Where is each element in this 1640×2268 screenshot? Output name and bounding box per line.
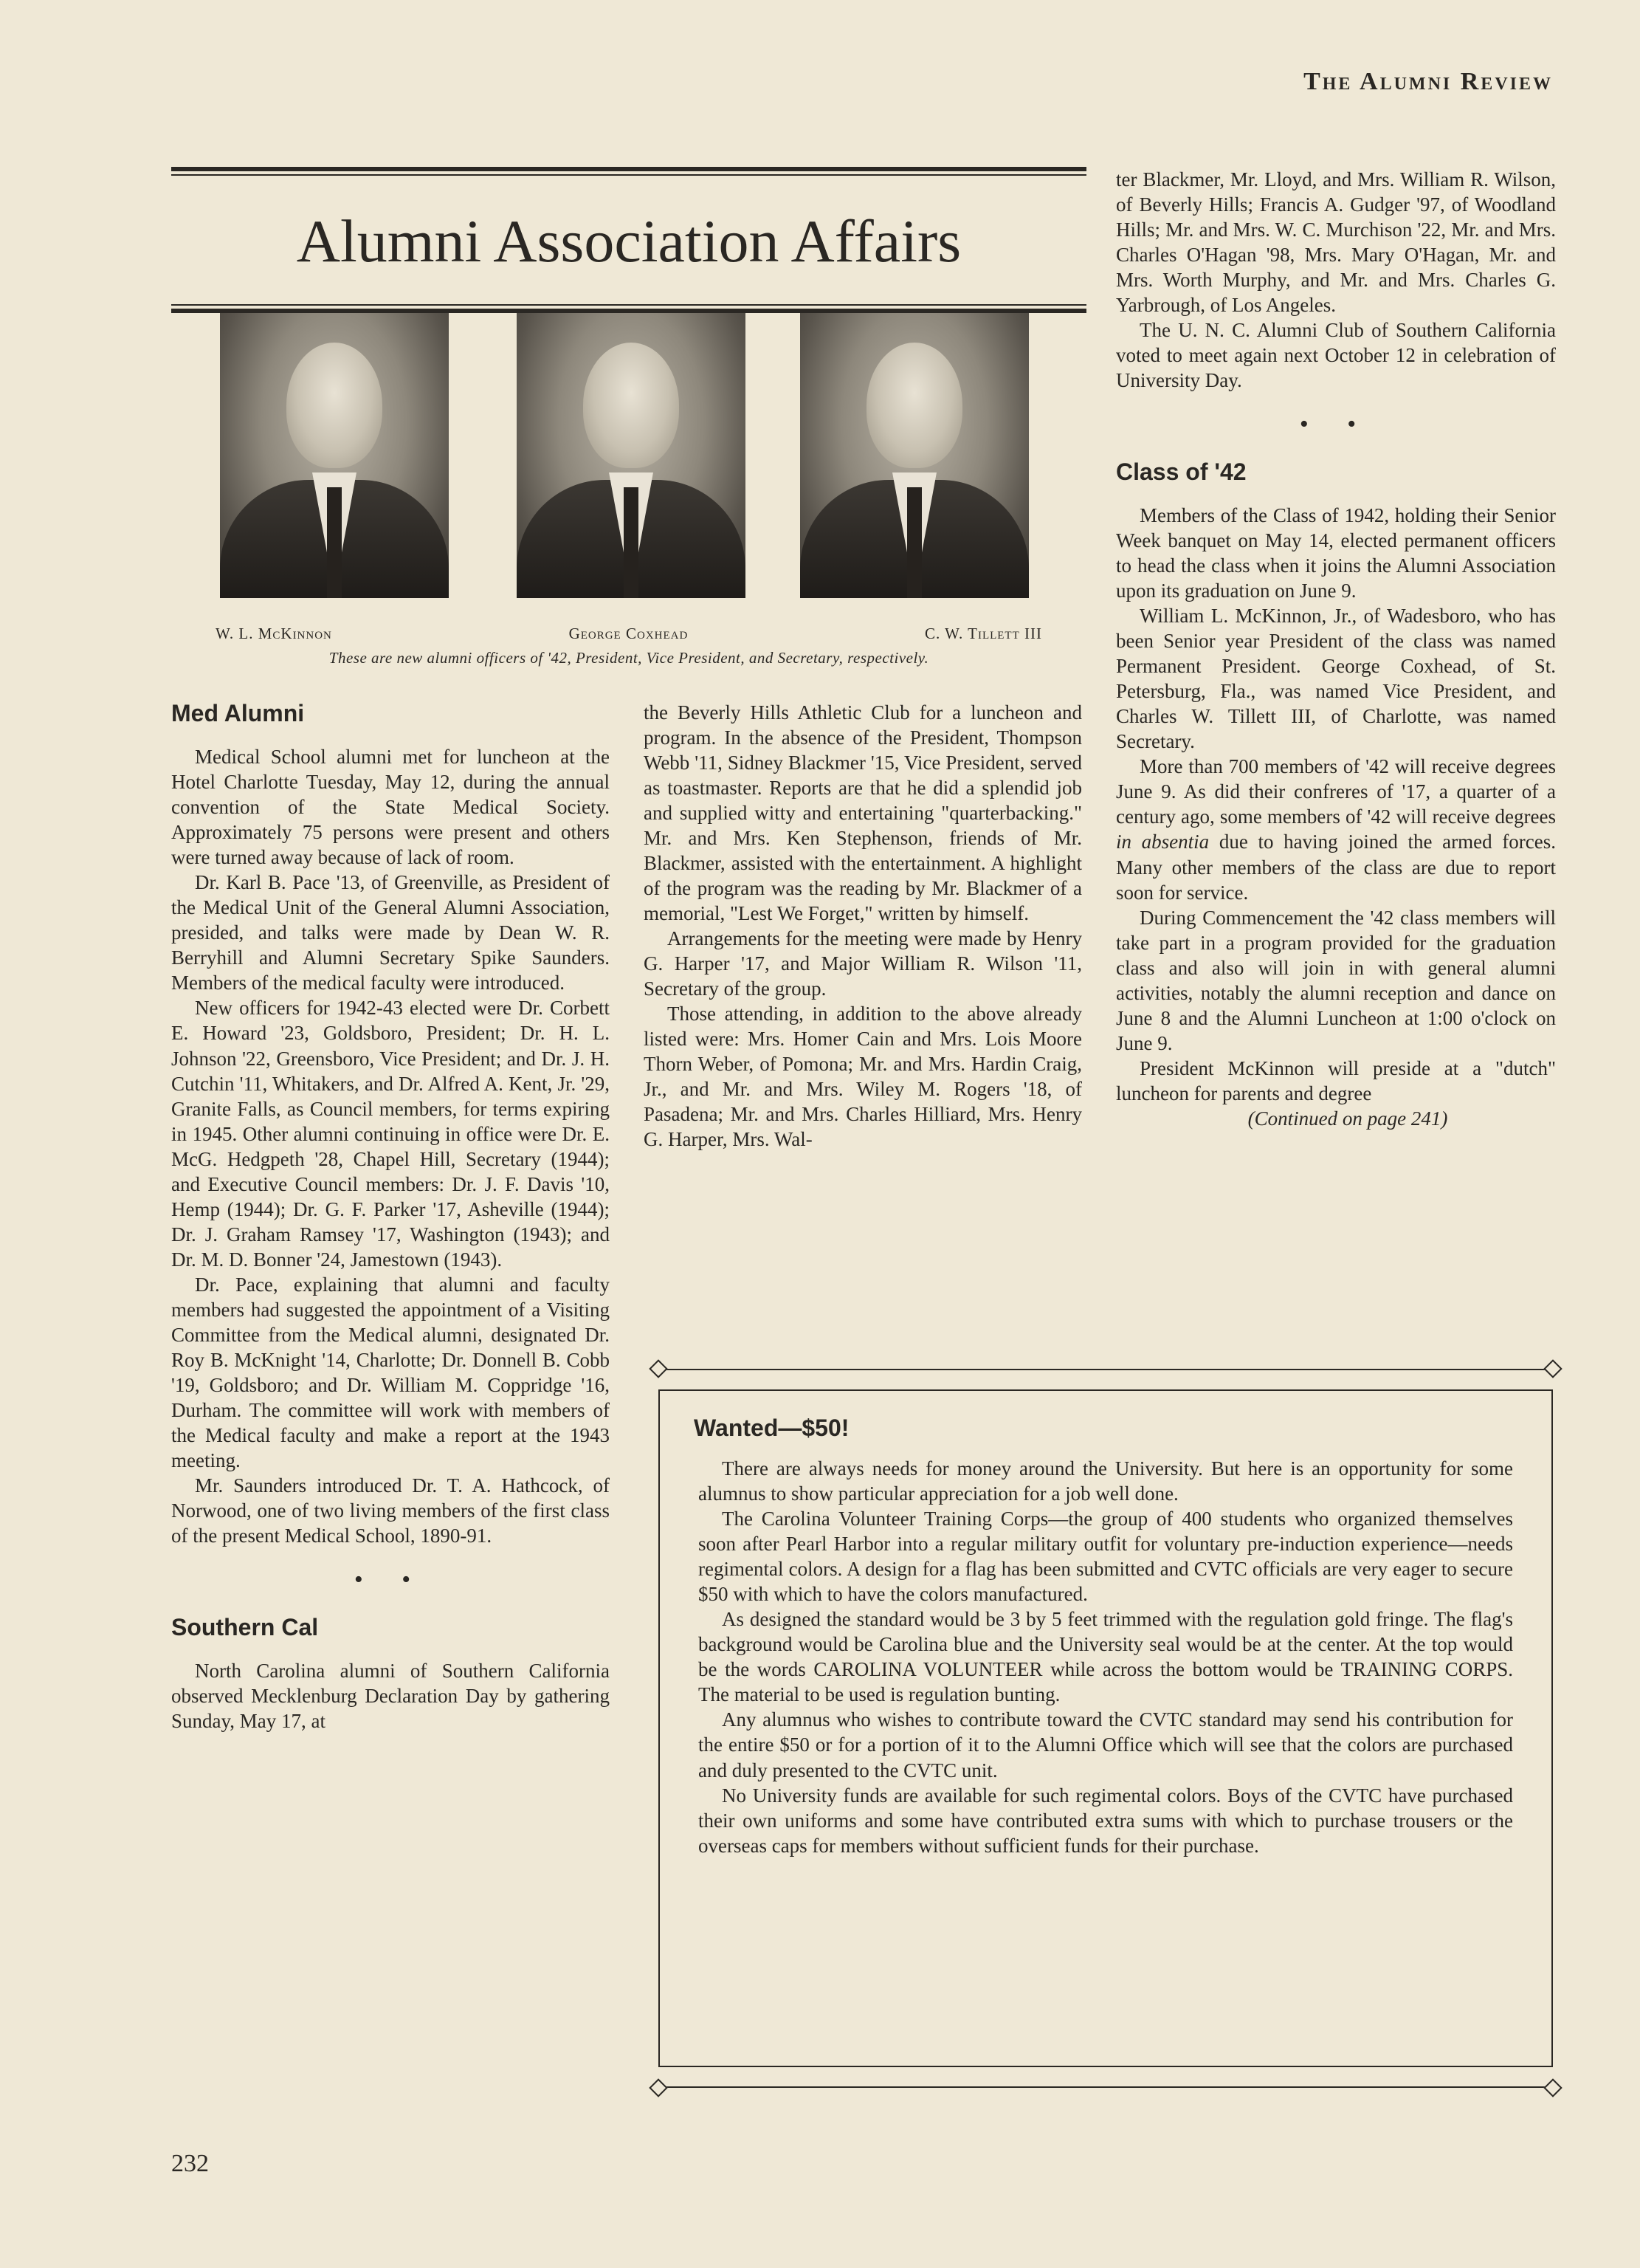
wanted-box [658, 1369, 1553, 2088]
paragraph: William L. McKinnon, Jr., of Wadesboro, who has been Senior year President of the class was named Permanent President. George Coxhead, of St. Petersburg, Fla., was named Vice President, and Charles W. Tillett III, of Charlotte, was named Secretary. [1116, 605, 1556, 753]
column-1 [171, 698, 610, 1733]
paragraph: Mr. Saunders introduced Dr. T. A. Hathcock, of Norwood, one of two living members of the first class of the present Medical School, 1890-91. [171, 1474, 610, 1547]
photo-tillett [800, 313, 1029, 598]
diamond-ornament [649, 1359, 667, 1378]
paragraph: Arrangements for the meeting were made by Henry G. Harper '17, and Major William R. Wilson '11, Secretary of the group. [644, 927, 1082, 1000]
caption-name-3: C. W. Tillett III [924, 625, 1042, 642]
paragraph: During Commencement the '42 class members will take part in a program provided for the graduation class and also will join in with general alumni activities, notably the alumni reception and dance on June 8 and the Alumni Luncheon at 1:00 o'clock on June 9. [1116, 906, 1556, 1054]
paragraph: There are always needs for money around the University. But here is an opportunity for some alumnus to show particular appreciation for a job well done. [698, 1457, 1513, 1505]
photo-mckinnon [220, 313, 449, 598]
title-rule-bottom [171, 304, 1086, 313]
italic-phrase: in absentia [1116, 831, 1210, 853]
caption-name-2: George Coxhead [568, 625, 689, 642]
section-heading-class-42: Class of '42 [1116, 458, 1247, 485]
paragraph: Dr. Pace, explaining that alumni and faculty members had suggested the appointment of a Visiting Committee from the Medical alumni, designated Dr. Roy B. McKnight '14, Charlotte; Dr. Donnell B. Cobb '19, Goldsboro; and Dr. William M. Coppridge '16, Durham. The committee will work with members of the Medical faculty and make a report at the 1943 meeting. [171, 1273, 610, 1471]
section-heading-southern-cal: Southern Cal [171, 1613, 319, 1640]
paragraph: Dr. Karl B. Pace '13, of Greenville, as President of the Medical Unit of the General Alumni Association, presided, and talks were made by Dean W. R. Berryhill and Alumni Secretary Spike Saunders. Members of the medical faculty were introduced. [171, 871, 610, 994]
box-rule-top [658, 1369, 1553, 1370]
officer-photos [0, 313, 1107, 601]
photo-caption: These are new alumni officers of '42, President, Vice President, and Secretary, respectively. [328, 649, 929, 667]
box-heading: Wanted—$50! [694, 1415, 850, 1441]
section-divider: • • [354, 1565, 427, 1593]
section-heading-med-alumni: Med Alumni [171, 700, 305, 726]
paragraph: The U. N. C. Alumni Club of Southern California voted to meet again next October 12 in celebration of University Day. [1116, 319, 1556, 392]
paragraph: Any alumnus who wishes to contribute toward the CVTC standard may send his contribution for the entire $50 or for a portion of it to the Alumni Office which will see that the colors are purchased and duly presented to the CVTC unit. [698, 1708, 1513, 1781]
box-content [658, 1389, 1553, 2067]
diamond-ornament [1543, 2078, 1562, 2097]
paragraph: More than 700 members of '42 will receive degrees June 9. As did their confreres of '17, a quarter of a century ago, some members of '42 will receive degrees in absentia due to having joined the armed forces. Many other members of the class are due to report soon for service. [1116, 755, 1556, 904]
caption-name-1: W. L. McKinnon [216, 625, 332, 642]
box-rule-bottom [658, 2086, 1553, 2088]
paragraph: The Carolina Volunteer Training Corps—the group of 400 students who organized themselves soon after Pearl Harbor into a regular military outfit for voluntary pre-induction experience—needs regimental colors. A design for a flag has been submitted and CVTC officials are very eager to secure $50 with which to have the colors manufactured. [698, 1508, 1513, 1606]
paragraph: Those attending, in addition to the above already listed were: Mrs. Homer Cain and Mrs. Lois Moore Thorn Weber, of Pomona; Mr. and Mrs. Hardin Craig, Jr., and Mr. and Mrs. Wiley M. Rogers '18, of Pasadena; Mr. and Mrs. Charles Hilliard, Mrs. Henry G. Harper, Mrs. Wal- [644, 1003, 1082, 1151]
paragraph: As designed the standard would be 3 by 5 feet trimmed with the regulation gold fringe. The flag's background would be Carolina blue and the University seal would be at the center. At the top would be the words CAROLINA VOLUNTEER while across the bottom would be TRAINING CORPS. The material to be used is regulation bunting. [698, 1608, 1513, 1706]
photo-coxhead [517, 313, 745, 598]
photo-captions [171, 625, 1086, 667]
paragraph: President McKinnon will preside at a "dutch" luncheon for parents and degree [1116, 1056, 1556, 1104]
paragraph: Medical School alumni met for luncheon at the Hotel Charlotte Tuesday, May 12, during the annual convention of the State Medical Society. Approximately 75 persons were present and others were turned away because of lack of room. [171, 746, 610, 869]
title-rule-top [171, 167, 1086, 176]
page-number: 232 [171, 2150, 209, 2177]
paragraph: No University funds are available for such regimental colors. Boys of the CVTC have purchased their own uniforms and some have contributed extra sums with which to purchase trousers or the overseas caps for members without sufficient funds for their purchase. [698, 1784, 1513, 1857]
running-header: The Alumni Review [1303, 68, 1553, 95]
paragraph: Members of the Class of 1942, holding their Senior Week banquet on May 14, elected permanent officers to head the class when it joins the Alumni Association upon its graduation on June 9. [1116, 504, 1556, 602]
continued-note: (Continued on page 241) [1247, 1107, 1448, 1130]
title-block [171, 167, 1086, 313]
paragraph: the Beverly Hills Athletic Club for a luncheon and program. In the absence of the President, Thompson Webb '11, Sidney Blackmer '15, Vice President, served as toastmaster. Reports are that he did a splendid job and supplied witty and entertaining "quarterbacking." Mr. and Mrs. Ken Stephenson, friends of Mr. Blackmer, assisted with the entertainment. A highlight of the program was the reading by Mr. Blackmer of a memorial, "Lest We Forget," written by himself. [644, 701, 1082, 925]
column-2 [644, 700, 1082, 1152]
diamond-ornament [1543, 1359, 1562, 1378]
paragraph: New officers for 1942-43 elected were Dr. Corbett E. Howard '23, Goldsboro, President; Dr. H. L. Johnson '22, Greensboro, Vice President; and Dr. J. H. Cutchin '11, Whitakers, and Dr. Alfred A. Kent, Jr. '29, Granite Falls, as Council members, for terms expiring in 1945. Other alumni continuing in office were Dr. E. McG. Hedgpeth '28, Chapel Hill, Secretary (1944); and Executive Council members: Dr. J. F. Davis '10, Hemp (1944); Dr. G. F. Parker '17, Asheville (1944); Dr. J. Graham Ramsey '17, Washington (1943); and Dr. M. D. Bonner '24, Jamestown (1943). [171, 997, 610, 1271]
diamond-ornament [649, 2078, 667, 2097]
section-divider: • • [1299, 410, 1373, 439]
column-3 [1116, 167, 1556, 1131]
paragraph: North Carolina alumni of Southern California observed Mecklenburg Declaration Day by gathering Sunday, May 17, at [171, 1659, 610, 1732]
page-title: Alumni Association Affairs [296, 207, 962, 275]
paragraph: ter Blackmer, Mr. Lloyd, and Mrs. William R. Wilson, of Beverly Hills; Francis A. Gudger '97, of Woodland Hills; Mr. and Mrs. W. C. Murchison '22, Mr. and Mrs. Charles O'Hagan '98, Mrs. Mary O'Hagan, Mr. and Mrs. Worth Murphy, and Mr. and Mrs. Charles G. Yarbrough, of Los Angeles. [1116, 168, 1556, 317]
